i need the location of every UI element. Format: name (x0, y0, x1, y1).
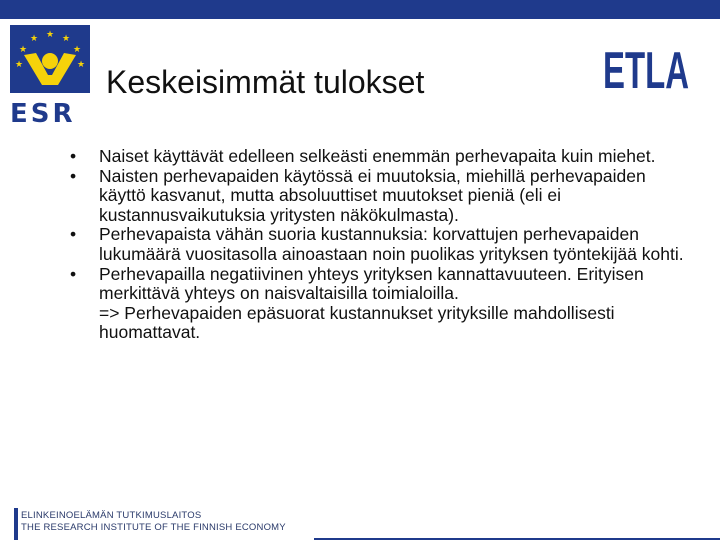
svg-text:★: ★ (76, 60, 86, 70)
bullet-marker: • (70, 146, 77, 166)
svg-text:★: ★ (29, 34, 39, 44)
svg-text:★: ★ (45, 30, 55, 40)
list-item (66, 167, 686, 226)
bullet-marker: • (70, 263, 77, 284)
top-banner (0, 0, 720, 19)
list-item (66, 147, 686, 167)
bullet-text: Perhevapailla negatiivinen yhteys yrityksen kannattavuuteen. Erityisen merkittävä yhteys on naisvaltaisilla toimialoilla. (99, 263, 644, 304)
bullet-list (66, 147, 686, 343)
page-title: Keskeisimmät tulokset (106, 64, 425, 100)
esr-letters (10, 99, 76, 125)
svg-text:★: ★ (72, 45, 82, 55)
svg-text:ETLA: ETLA (603, 44, 689, 90)
list-item (66, 265, 686, 343)
esr-logo (10, 25, 90, 125)
etla-logo (603, 44, 689, 90)
list-item (66, 225, 686, 264)
svg-text:★: ★ (14, 60, 24, 70)
bullet-text: Perhevapaista vähän suoria kustannuksia: korvattujen perhevapaiden lukumäärä vuositasolla ainoastaan noin puolikas yrityksen työntekijää kohti. (99, 224, 684, 264)
svg-text:★: ★ (61, 34, 71, 44)
footer-institute-en: THE RESEARCH INSTITUTE OF THE FINNISH ECONOMY (21, 522, 286, 533)
footer-institute-fi: ELINKEINOELÄMÄN TUTKIMUSLAITOS (21, 510, 202, 521)
bullet-marker: • (70, 165, 77, 186)
bullet-text: Naiset käyttävät edelleen selkeästi enemmän perhevapaita kuin miehet. (99, 146, 656, 166)
svg-text:ESR: ESR (10, 99, 76, 125)
bullet-conclusion: => Perhevapaiden epäsuorat kustannukset yrityksille mahdollisesti huomattavat. (99, 302, 615, 343)
bullet-text: Naisten perhevapaiden käytössä ei muutoksia, miehillä perhevapaiden käyttö kasvanut, mutta absoluuttiset muutokset pieniä (eli ei kustannusvaikutuksia yritysten näkökulmasta). (99, 165, 646, 225)
svg-text:★: ★ (18, 45, 28, 55)
bullet-marker: • (70, 224, 77, 245)
